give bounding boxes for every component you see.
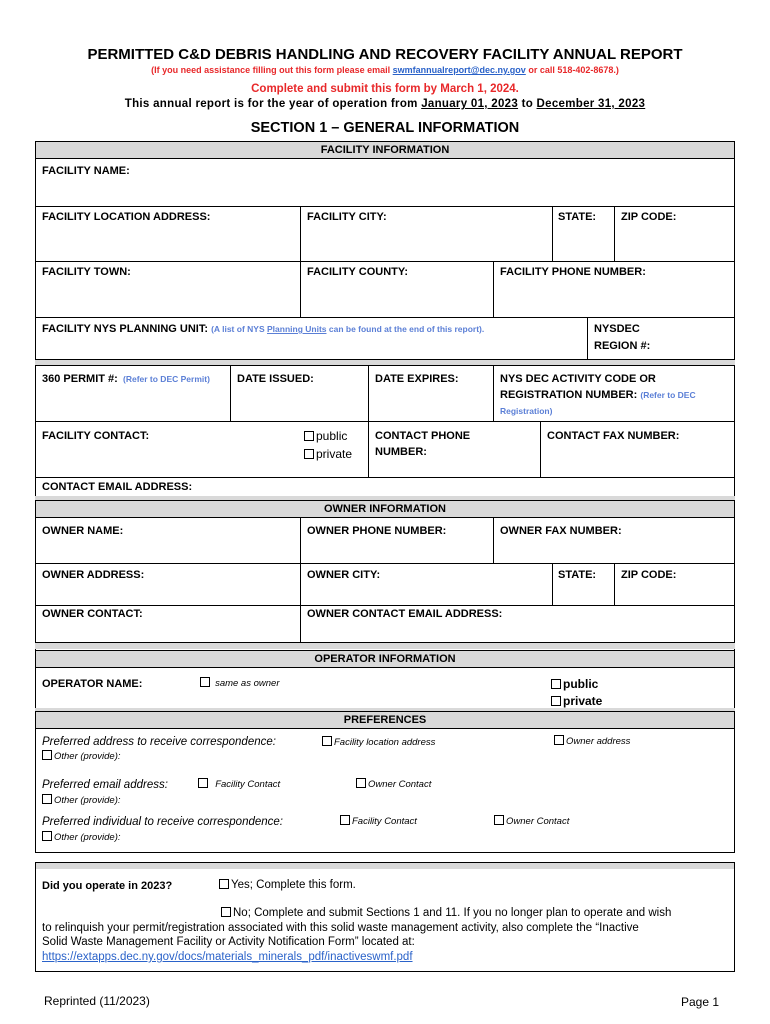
- facility-zip-label[interactable]: ZIP CODE:: [621, 211, 677, 223]
- page-number: Page 1: [681, 995, 720, 1009]
- preferred-address-question: Preferred address to receive correspondence:: [42, 736, 276, 748]
- preferences-header: PREFERENCES: [35, 711, 735, 729]
- address-other-checkbox[interactable]: [42, 750, 52, 760]
- operate-no-checkbox[interactable]: [221, 907, 231, 917]
- individual-other-checkbox[interactable]: [42, 831, 52, 841]
- operate-yes-checkbox[interactable]: [219, 879, 229, 889]
- email-facility-contact-option[interactable]: Facility Contact: [198, 777, 280, 792]
- year-end: December 31, 2023: [536, 98, 646, 110]
- facility-city-label[interactable]: FACILITY CITY:: [307, 211, 387, 223]
- activity-code-note: (Refer to DEC Registration): [500, 390, 696, 416]
- reprinted-date: Reprinted (11/2023): [44, 994, 150, 1008]
- facility-name-label[interactable]: FACILITY NAME:: [42, 165, 130, 177]
- inactive-form-link[interactable]: https://extapps.dec.ny.gov/docs/materials_minerals_pdf/inactiveswmf.pdf: [42, 951, 413, 963]
- activity-code-label[interactable]: NYS DEC ACTIVITY CODE OR REGISTRATION NUMBER: (Refer to DEC Registration): [500, 373, 696, 416]
- contact-public-option[interactable]: public: [304, 428, 347, 444]
- same-as-owner-checkbox[interactable]: [200, 677, 210, 687]
- facility-location-option[interactable]: Facility location address: [322, 735, 435, 750]
- deadline-note: Complete and submit this form by March 1, 2024.: [251, 83, 519, 95]
- operator-public-checkbox[interactable]: [551, 679, 561, 689]
- date-expires-label[interactable]: DATE EXPIRES:: [375, 373, 459, 385]
- owner-address-checkbox[interactable]: [554, 735, 564, 745]
- date-issued-label[interactable]: DATE ISSUED:: [237, 373, 314, 385]
- public-checkbox[interactable]: [304, 431, 314, 441]
- email-other-checkbox[interactable]: [42, 794, 52, 804]
- private-checkbox[interactable]: [304, 449, 314, 459]
- email-owner-contact-option[interactable]: Owner Contact: [356, 777, 431, 792]
- facility-info-header: FACILITY INFORMATION: [35, 141, 735, 159]
- operate-question: Did you operate in 2023?: [42, 880, 173, 892]
- owner-address-option[interactable]: Owner address: [554, 734, 630, 749]
- same-as-owner-option[interactable]: same as owner: [200, 675, 279, 692]
- email-other-option[interactable]: Other (provide):: [42, 793, 121, 808]
- preferred-email-question: Preferred email address:: [42, 779, 168, 791]
- section-title: SECTION 1 – GENERAL INFORMATION: [250, 120, 520, 136]
- assist-pre: (If you need assistance filling out this form please email: [151, 65, 391, 75]
- year-to: to: [521, 98, 534, 110]
- individual-owner-contact-checkbox[interactable]: [494, 815, 504, 825]
- contact-private-option[interactable]: private: [304, 446, 352, 462]
- address-other-option[interactable]: Other (provide):: [42, 749, 121, 764]
- region-label[interactable]: REGION #:: [594, 340, 651, 352]
- facility-location-checkbox[interactable]: [322, 736, 332, 746]
- owner-info-header: OWNER INFORMATION: [35, 500, 735, 518]
- operate-no-option[interactable]: No; Complete and submit Sections 1 and 11. If you no longer plan to operate and wish: [221, 906, 671, 921]
- form-title: PERMITTED C&D DEBRIS HANDLING AND RECOVERY FACILITY ANNUAL REPORT: [87, 46, 683, 63]
- planning-unit-note: (A list of NYS Planning Units can be found at the end of this report).: [211, 324, 485, 334]
- permit-label[interactable]: 360 PERMIT #:: [42, 373, 118, 385]
- individual-other-option[interactable]: Other (provide):: [42, 830, 121, 845]
- owner-contact-label[interactable]: OWNER CONTACT:: [42, 608, 143, 620]
- operator-private-option[interactable]: private: [551, 693, 602, 709]
- facility-town-label[interactable]: FACILITY TOWN:: [42, 266, 131, 278]
- operate-no-line3: Solid Waste Management Facility or Activity Notification Form” located at:: [42, 936, 415, 948]
- individual-facility-contact-checkbox[interactable]: [340, 815, 350, 825]
- operate-no-line2: to relinquish your permit/registration associated with this solid waste management activity, also complete the “Inactive: [42, 922, 639, 934]
- operate-yes-option[interactable]: Yes; Complete this form.: [219, 878, 356, 893]
- individual-owner-contact-option[interactable]: Owner Contact: [494, 814, 569, 829]
- email-owner-contact-checkbox[interactable]: [356, 778, 366, 788]
- owner-address-label[interactable]: OWNER ADDRESS:: [42, 569, 145, 581]
- owner-city-label[interactable]: OWNER CITY:: [307, 569, 381, 581]
- facility-planning-unit-label[interactable]: [42, 321, 484, 337]
- owner-fax-label[interactable]: OWNER FAX NUMBER:: [500, 525, 622, 537]
- email-facility-contact-checkbox[interactable]: [198, 778, 208, 788]
- planning-units-link[interactable]: Planning Units: [267, 324, 327, 334]
- operator-private-checkbox[interactable]: [551, 696, 561, 706]
- nysdec-label[interactable]: NYSDEC: [594, 323, 640, 335]
- operator-info-header: OPERATOR INFORMATION: [35, 650, 735, 668]
- individual-facility-contact-option[interactable]: Facility Contact: [340, 814, 417, 829]
- assist-email-link[interactable]: swmfannualreport@dec.ny.gov: [392, 65, 526, 75]
- facility-county-label[interactable]: FACILITY COUNTY:: [307, 266, 409, 278]
- assist-post: or call 518-402-8678.): [528, 65, 619, 75]
- preferred-individual-question: Preferred individual to receive correspondence:: [42, 816, 283, 828]
- year-start: January 01, 2023: [421, 98, 519, 110]
- facility-location-address-label[interactable]: FACILITY LOCATION ADDRESS:: [42, 211, 211, 223]
- owner-state-label[interactable]: STATE:: [558, 569, 597, 581]
- year-pre: This annual report is for the year of operation from: [124, 98, 418, 110]
- contact-fax-label[interactable]: CONTACT FAX NUMBER:: [547, 430, 680, 442]
- facility-phone-label[interactable]: FACILITY PHONE NUMBER:: [500, 266, 646, 278]
- operator-public-option[interactable]: public: [551, 676, 598, 692]
- planning-unit-text: FACILITY NYS PLANNING UNIT:: [42, 323, 209, 335]
- reporting-year: [0, 98, 770, 110]
- facility-state-label[interactable]: STATE:: [558, 211, 597, 223]
- owner-name-label[interactable]: OWNER NAME:: [42, 525, 124, 537]
- permit-note: (Refer to DEC Permit): [123, 374, 210, 384]
- contact-phone-label[interactable]: CONTACT PHONE NUMBER:: [375, 430, 471, 458]
- owner-contact-email-label[interactable]: OWNER CONTACT EMAIL ADDRESS:: [307, 608, 503, 620]
- owner-zip-label[interactable]: ZIP CODE:: [621, 569, 677, 581]
- owner-phone-label[interactable]: OWNER PHONE NUMBER:: [307, 525, 447, 537]
- contact-email-label[interactable]: CONTACT EMAIL ADDRESS:: [42, 481, 193, 493]
- facility-contact-label[interactable]: FACILITY CONTACT:: [42, 430, 150, 442]
- assistance-note: [0, 65, 770, 75]
- operator-name-label[interactable]: OPERATOR NAME:: [42, 678, 143, 690]
